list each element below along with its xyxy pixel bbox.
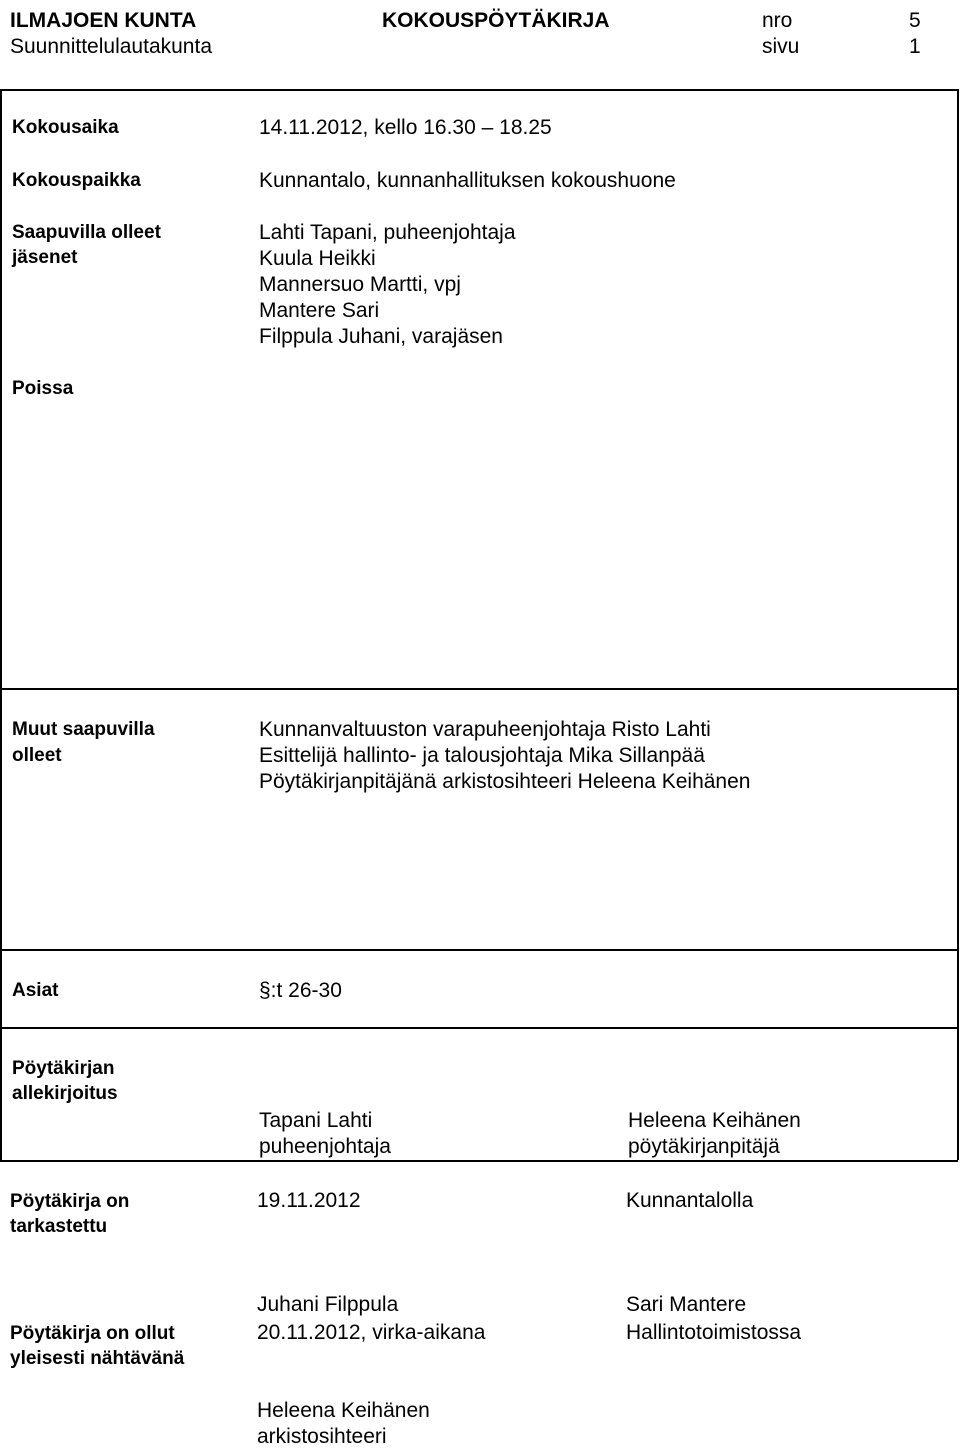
signature-label-2: allekirjoitus: [12, 1083, 118, 1104]
document-header: [0, 0, 960, 90]
reviewer-name: Sari Mantere: [626, 1293, 747, 1316]
public-display-label: Pöytäkirja on ollut: [10, 1323, 175, 1344]
meeting-place-label: Kokouspaikka: [12, 170, 141, 191]
others-present-item: Kunnanvaltuuston varapuheenjohtaja Risto Lahti: [259, 718, 711, 741]
document-type: KOKOUSPÖYTÄKIRJA: [382, 9, 610, 32]
matters-label: Asiat: [12, 980, 59, 1001]
reviewed-label: Pöytäkirja on: [10, 1191, 130, 1212]
reviewed-label-2: tarkastettu: [10, 1216, 108, 1237]
meeting-time-label: Kokousaika: [12, 117, 119, 138]
others-present-item: Pöytäkirjanpitäjänä arkistosihteeri Heleena Keihänen: [259, 770, 751, 793]
secretary-name: Heleena Keihänen: [628, 1109, 801, 1132]
members-present-label: Saapuvilla olleet: [12, 222, 161, 243]
section-divider: [0, 1160, 958, 1162]
organization-name: ILMAJOEN KUNTA: [10, 9, 197, 32]
members-present-label-2: jäsenet: [12, 247, 78, 268]
member-item: Filppula Juhani, varajäsen: [259, 325, 503, 348]
public-display-place: Hallintotoimistossa: [626, 1321, 802, 1344]
certifier-role: arkistosihteeri: [257, 1425, 387, 1448]
matters-section: [0, 950, 959, 1028]
others-present-label-2: olleet: [12, 745, 62, 766]
reviewer-name: Juhani Filppula: [257, 1293, 399, 1316]
committee-name: Suunnittelulautakunta: [10, 35, 212, 58]
member-item: Mantere Sari: [259, 299, 380, 322]
others-present-label: Muut saapuvilla: [12, 719, 155, 740]
page-value: 1: [909, 35, 921, 58]
others-present-item: Esittelijä hallinto- ja talousjohtaja Mika Sillanpää: [259, 744, 705, 767]
number-value: 5: [909, 9, 921, 32]
member-item: Mannersuo Martti, vpj: [259, 273, 461, 296]
number-label: nro: [762, 9, 793, 32]
reviewed-place: Kunnantalolla: [626, 1189, 754, 1212]
signature-label: Pöytäkirjan: [12, 1058, 115, 1079]
member-item: Kuula Heikki: [259, 247, 376, 270]
member-item: Lahti Tapani, puheenjohtaja: [259, 221, 516, 244]
signature-section: [0, 1028, 959, 1160]
public-display-date: 20.11.2012, virka-aikana: [257, 1321, 486, 1344]
reviewed-date: 19.11.2012: [257, 1189, 361, 1212]
chair-name: Tapani Lahti: [259, 1109, 373, 1132]
secretary-role: pöytäkirjanpitäjä: [628, 1135, 780, 1158]
absent-label: Poissa: [12, 378, 74, 399]
matters-value: §:t 26-30: [259, 979, 342, 1002]
chair-role: puheenjohtaja: [259, 1135, 391, 1158]
meeting-place-value: Kunnantalo, kunnanhallituksen kokoushuone: [259, 169, 676, 192]
certifier-name: Heleena Keihänen: [257, 1399, 430, 1422]
public-display-label-2: yleisesti nähtävänä: [10, 1348, 185, 1369]
meeting-time-value: 14.11.2012, kello 16.30 – 18.25: [259, 116, 552, 139]
others-present-section: [0, 689, 959, 950]
meeting-details-section: [0, 89, 959, 689]
page-label: sivu: [762, 35, 800, 58]
